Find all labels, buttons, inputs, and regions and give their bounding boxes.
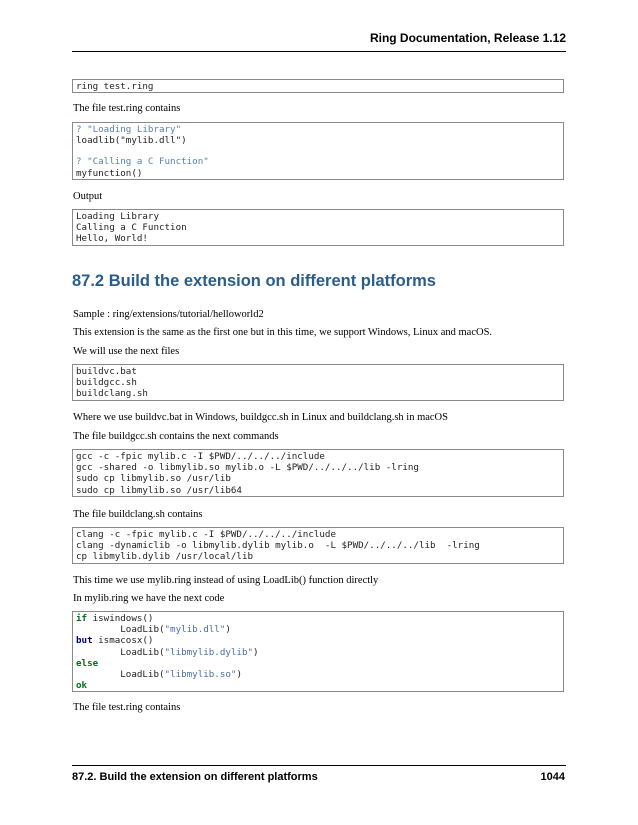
- code-line: buildvc.bat: [76, 366, 137, 377]
- code-line: buildgcc.sh: [76, 377, 137, 389]
- code-string: "mylib.dll": [164, 624, 226, 636]
- code-line: ? "Loading Library": [76, 124, 182, 135]
- code-line: sudo cp libmylib.so /usr/lib: [76, 473, 231, 485]
- code-block-run: [72, 79, 564, 93]
- paragraph-this-time: This time we use mylib.ring instead of using LoadLib() function directly: [73, 575, 379, 586]
- code-token: ): [236, 668, 242, 680]
- code-token: LoadLib(: [76, 646, 165, 658]
- paragraph-test-contains: The file test.ring contains: [73, 103, 181, 114]
- code-line: clang -c -fpic mylib.c -I $PWD/../../../include: [76, 529, 336, 540]
- code-line: cp libmylib.dylib /usr/local/lib: [76, 551, 254, 563]
- code-line: myfunction(): [76, 167, 143, 179]
- page-number: 1044: [540, 771, 565, 783]
- code-token: loadlib("mylib.dll"): [76, 135, 187, 147]
- code-line: sudo cp libmylib.so /usr/lib64: [76, 484, 242, 496]
- code-line: [76, 635, 563, 646]
- code-string: "libmylib.so": [164, 668, 237, 680]
- code-token: LoadLib(: [76, 668, 165, 680]
- paragraph-where: Where we use buildvc.bat in Windows, buildgcc.sh in Linux and buildclang.sh in macOS: [73, 412, 448, 423]
- code-keyword: if: [76, 613, 88, 624]
- code-line: [76, 658, 563, 669]
- code-token: ): [225, 624, 231, 636]
- paragraph-clang-contains: The file buildclang.sh contains: [73, 509, 203, 520]
- code-token: ismacosx(): [92, 635, 154, 647]
- code-keyword: else: [76, 657, 99, 669]
- code-block-test: [72, 122, 564, 180]
- footer-section: 87.2. Build the extension on different platforms: [72, 771, 318, 783]
- paragraph-test-contains-2: The file test.ring contains: [73, 702, 181, 713]
- footer-rule: [72, 765, 566, 766]
- code-block-clang: [72, 527, 564, 564]
- code-line-blank: [76, 146, 563, 156]
- code-line: ? "Calling a C Function": [76, 156, 209, 168]
- paragraph-mylib-code: In mylib.ring we have the next code: [73, 593, 225, 604]
- code-keyword: ok: [76, 680, 88, 692]
- code-block-mylib: [72, 611, 564, 692]
- code-line: gcc -c -fpic mylib.c -I $PWD/../../../include: [76, 451, 325, 462]
- code-line: [76, 680, 563, 691]
- code-line: [76, 647, 563, 658]
- code-line: gcc -shared -o libmylib.so mylib.o -L $PWD/../../../lib -lring: [76, 462, 419, 474]
- code-token: LoadLib(: [76, 624, 165, 636]
- code-line: Loading Library: [76, 211, 159, 222]
- code-line: clang -dynamiclib -o libmylib.dylib mylib.o -L $PWD/../../../lib -lring: [76, 540, 480, 552]
- code-keyword: but: [76, 635, 93, 647]
- code-block-output: [72, 209, 564, 246]
- paragraph-output: Output: [73, 191, 103, 202]
- code-block-files: [72, 364, 564, 401]
- code-line: [76, 135, 563, 146]
- code-line: buildclang.sh: [76, 388, 148, 400]
- section-heading: 87.2 Build the extension on different platforms: [72, 272, 436, 290]
- paragraph-same: This extension is the same as the first one but in this time, we support Windows, Linux and macOS.: [73, 327, 493, 338]
- code-line: ring test.ring: [76, 81, 154, 92]
- header-rule: [72, 51, 566, 52]
- code-line: [76, 613, 563, 624]
- paragraph-gcc-contains: The file buildgcc.sh contains the next commands: [73, 431, 279, 442]
- code-block-gcc: [72, 449, 564, 497]
- code-line: [76, 669, 563, 680]
- code-string: "libmylib.dylib": [164, 646, 254, 658]
- code-line: [76, 624, 563, 635]
- paragraph-sample: Sample : ring/extensions/tutorial/helloworld2: [73, 309, 264, 320]
- code-line: Hello, World!: [76, 233, 148, 245]
- running-header: Ring Documentation, Release 1.12: [369, 31, 566, 45]
- code-line: Calling a C Function: [76, 222, 187, 234]
- paragraph-next-files: We will use the next files: [73, 346, 180, 357]
- code-token: iswindows(): [87, 613, 154, 624]
- code-token: ): [253, 646, 259, 658]
